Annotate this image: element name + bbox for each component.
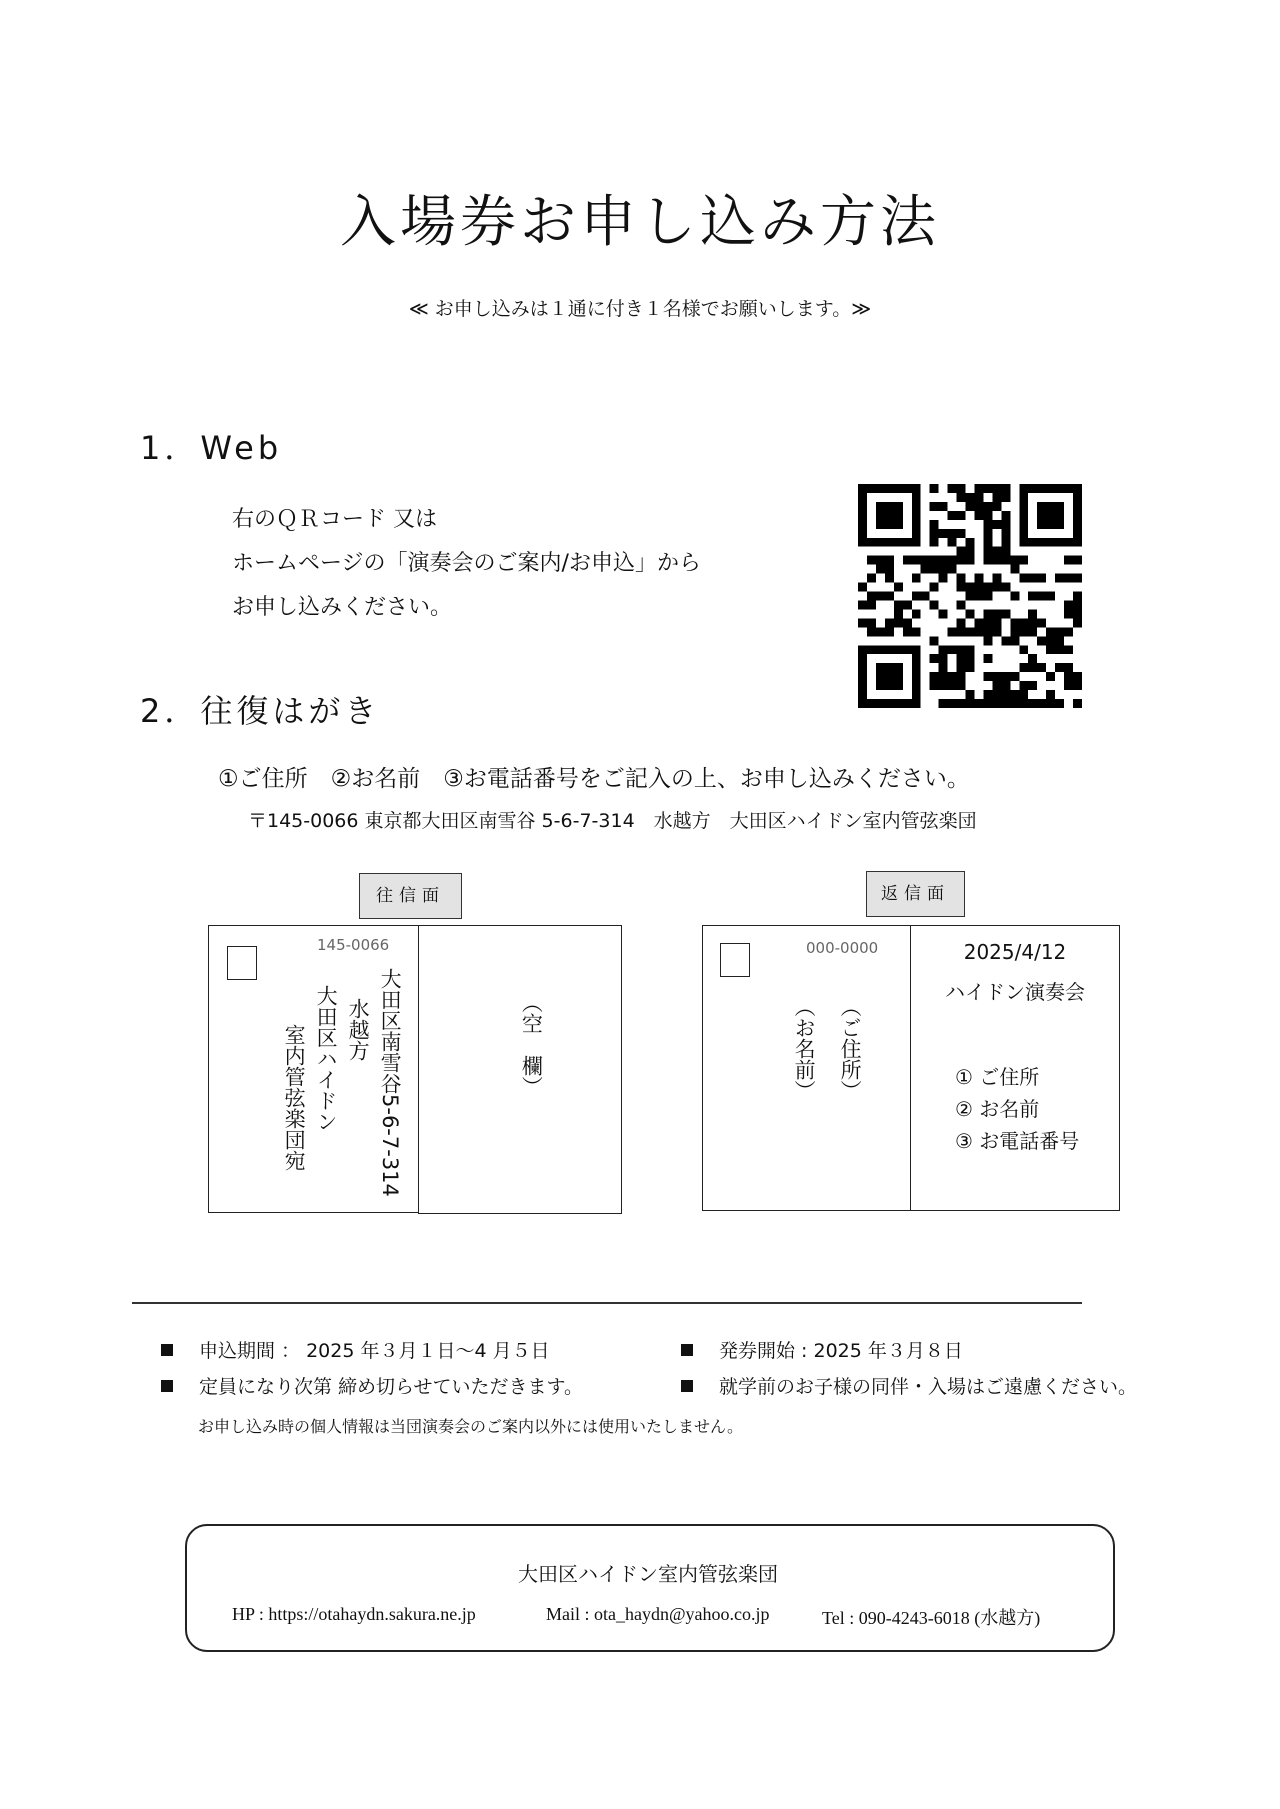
stamp-box — [720, 943, 750, 977]
web-line-3: お申し込みください。 — [232, 595, 453, 620]
privacy-note: お申し込み時の個人情報は当団演奏会のご案内以外には使用いたしません。 — [198, 1417, 743, 1436]
outgoing-address-line-4: 室内管弦楽団宛 — [282, 1024, 307, 1171]
outgoing-address-line-1: 大田区南雪谷5-6-7-314 — [378, 968, 403, 1197]
note-period — [161, 1336, 550, 1363]
stamp-box — [227, 946, 257, 980]
reply-address-placeholder: （ご住所） — [838, 996, 863, 1101]
note-children-text: 就学前のお子様の同伴・入場はご遠慮ください。 — [719, 1376, 1138, 1398]
footer-org-name: 大田区ハイドン室内管弦楽団 — [518, 1562, 778, 1586]
reply-concert-date: 2025/4/12 — [963, 940, 1067, 964]
reply-item-address: ① ご住所 — [955, 1065, 1040, 1089]
reply-item-phone: ③ お電話番号 — [955, 1129, 1080, 1153]
note-period-text: 申込期間 ： 2025 年３月１日〜4 月５日 — [199, 1340, 550, 1362]
note-capacity-text: 定員になり次第 締め切らせていただきます。 — [199, 1376, 583, 1398]
reply-concert-name: ハイドン演奏会 — [945, 980, 1085, 1004]
note-children — [681, 1372, 1137, 1399]
page-subtitle: ≪ お申し込みは１通に付き１名様でお願いします。≫ — [408, 298, 872, 320]
note-capacity — [161, 1372, 583, 1399]
square-bullet-icon — [681, 1344, 693, 1356]
web-line-1: 右のＱＲコード 又は — [232, 507, 437, 532]
reply-item-name: ② お名前 — [955, 1097, 1040, 1121]
qr-code-icon[interactable] — [858, 484, 1082, 708]
postcard-instructions: ①ご住所 ②お名前 ③お電話番号をご記入の上、お申し込みください。 — [218, 766, 970, 792]
outgoing-side-label: 往信面 — [359, 873, 462, 919]
footer-homepage-link[interactable]: HP : https://otahaydn.sakura.ne.jp — [232, 1604, 476, 1624]
web-line-2: ホームページの「演奏会のご案内/お申込」から — [232, 551, 701, 576]
page-title: 入場券お申し込み方法 — [340, 190, 940, 255]
outgoing-blank-note: （空 欄） — [519, 992, 544, 1097]
note-issue — [681, 1336, 963, 1363]
postcard-heading: 2．往復はがき — [140, 692, 381, 730]
reply-name-placeholder: （お名前） — [792, 996, 817, 1101]
reply-postal-code: 000-0000 — [806, 939, 879, 957]
outgoing-address-line-3: 大田区ハイドン — [314, 985, 339, 1132]
footer-email-link[interactable]: Mail : ota_haydn@yahoo.co.jp — [546, 1604, 770, 1624]
web-heading: 1．Web — [140, 429, 283, 467]
outgoing-postal-code: 145-0066 — [317, 936, 390, 954]
outgoing-address-line-2: 水越方 — [346, 998, 371, 1061]
square-bullet-icon — [161, 1380, 173, 1392]
footer-box — [185, 1524, 1115, 1652]
note-issue-text: 発券開始 : 2025 年３月８日 — [719, 1340, 963, 1362]
mailing-address: 〒145-0066 東京都大田区南雪谷 5-6-7-314 水越方 大田区ハイドン室内管弦楽団 — [248, 810, 977, 832]
reply-side-label: 返信面 — [866, 871, 965, 917]
divider — [132, 1302, 1082, 1304]
footer-phone: Tel : 090-4243-6018 (水越方) — [822, 1608, 1041, 1628]
square-bullet-icon — [161, 1344, 173, 1356]
square-bullet-icon — [681, 1380, 693, 1392]
